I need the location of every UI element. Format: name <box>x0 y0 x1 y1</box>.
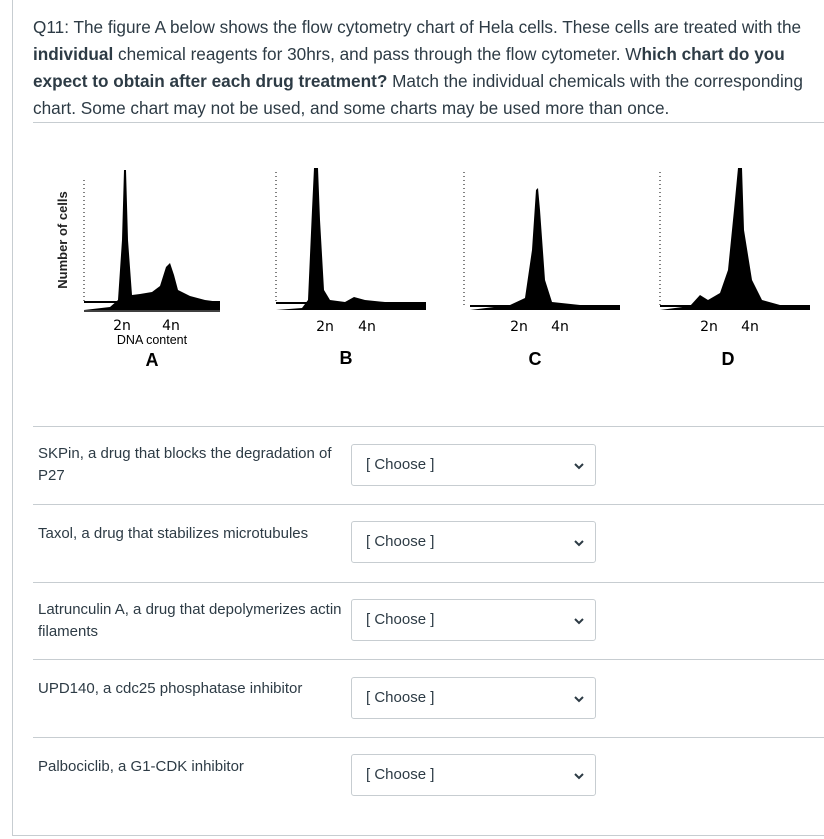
chevron-down-icon <box>573 460 585 472</box>
tick-2n-d: 2n <box>700 319 718 335</box>
panel-label-b: B <box>339 348 353 368</box>
tick-4n-c: 4n <box>551 319 569 335</box>
histogram-c <box>470 188 620 310</box>
chevron-down-icon <box>573 537 585 549</box>
answer-select-latrunculin[interactable] <box>351 599 596 641</box>
flow-cytometry-figure <box>40 150 820 390</box>
panel-c <box>464 172 620 369</box>
chevron-down-icon <box>573 615 585 627</box>
match-prompt: Latrunculin A, a drug that depolymerizes actin filaments <box>38 601 342 640</box>
select-value: [ Choose ] <box>366 533 435 550</box>
select-value: [ Choose ] <box>366 611 435 628</box>
panel-d <box>660 168 810 369</box>
chevron-down-icon <box>573 693 585 705</box>
answer-select-upd140[interactable] <box>351 677 596 719</box>
panel-a <box>84 170 220 370</box>
panel-b <box>276 168 426 368</box>
panel-label-c: C <box>528 349 542 369</box>
question-divider <box>33 122 824 123</box>
match-prompt: Palbociclib, a G1-CDK inhibitor <box>38 758 244 775</box>
match-prompt: SKPin, a drug that blocks the degradation of P27 <box>38 445 332 484</box>
histogram-panels <box>40 150 820 390</box>
answer-select-skpin[interactable] <box>351 444 596 486</box>
select-value: [ Choose ] <box>366 689 435 706</box>
panel-label-a: A <box>145 350 159 370</box>
chevron-down-icon <box>573 770 585 782</box>
tick-2n-b: 2n <box>316 319 334 335</box>
select-value: [ Choose ] <box>366 766 435 783</box>
panel-label-d: D <box>721 349 735 369</box>
question-text: Q11: The figure A below shows the flow cytometry chart of Hela cells. These cells are treated with the individual chemical reagents for 30hrs, and pass through the flow cytometer. Which chart do you expect to obtain after each drug treatment? Match the individual chemicals with the corresponding chart. Some chart may not be used, and some charts may be used more than once. <box>33 17 803 118</box>
match-row-palbociclib <box>33 737 824 836</box>
match-row-upd140 <box>33 659 824 738</box>
histogram-b <box>276 168 426 310</box>
match-row-skpin <box>33 426 824 505</box>
tick-4n-a: 4n <box>162 318 180 334</box>
x-axis-label: DNA content <box>116 333 188 347</box>
match-prompt: Taxol, a drug that stabilizes microtubules <box>38 525 309 542</box>
select-value: [ Choose ] <box>366 456 435 473</box>
histogram-d <box>660 168 810 310</box>
answer-select-taxol[interactable] <box>351 521 596 563</box>
tick-4n-b: 4n <box>358 319 376 335</box>
y-axis-label: Number of cells <box>55 191 70 289</box>
tick-2n-a: 2n <box>113 318 131 334</box>
match-row-latrunculin <box>33 582 824 660</box>
answer-select-palbociclib[interactable] <box>351 754 596 796</box>
histogram-a <box>84 170 220 310</box>
match-prompt: UPD140, a cdc25 phosphatase inhibitor <box>38 680 303 697</box>
match-row-taxol <box>33 504 824 583</box>
tick-4n-d: 4n <box>741 319 759 335</box>
tick-2n-c: 2n <box>510 319 528 335</box>
